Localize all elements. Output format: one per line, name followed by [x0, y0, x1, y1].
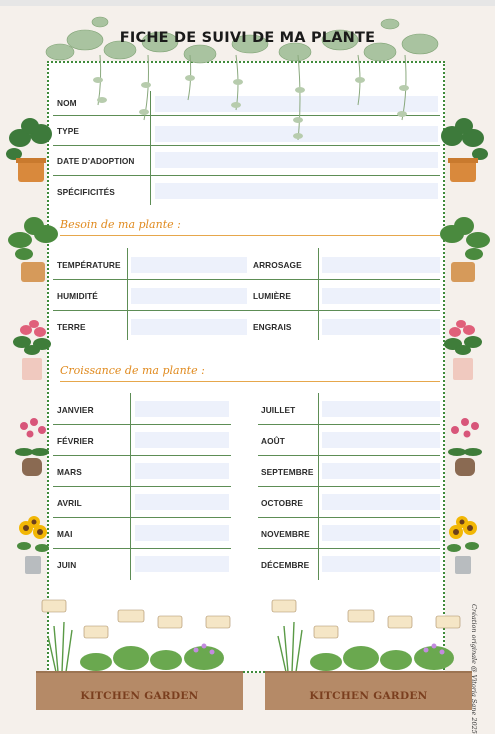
label-terre: TERRE — [57, 322, 86, 332]
month-field-fevrier[interactable] — [135, 432, 229, 448]
soil-field[interactable] — [131, 319, 247, 335]
month-field-octobre[interactable] — [322, 494, 440, 510]
row-divider — [53, 424, 231, 425]
section-growth-heading: Croissance de ma plante : — [60, 364, 205, 377]
orchid-plant-icon — [447, 416, 483, 478]
label-date-adoption: DATE D'ADOPTION — [57, 156, 135, 166]
row-divider — [258, 548, 440, 549]
needs-right-divider — [318, 248, 319, 340]
creator-signature: Création originale @ Vitoria Sane 2025 — [470, 604, 478, 734]
row-divider — [258, 486, 440, 487]
top-bar — [0, 0, 495, 6]
month-field-juin[interactable] — [135, 556, 229, 572]
label-nom: NOM — [57, 98, 77, 108]
herb-garden-illustration — [36, 596, 241, 674]
label-arrosage: ARROSAGE — [253, 260, 302, 270]
kitchen-garden-planter — [36, 671, 243, 710]
herb-garden-illustration — [266, 596, 471, 674]
month-field-aout[interactable] — [322, 432, 440, 448]
row-divider — [53, 175, 440, 176]
label-temperature: TEMPÉRATURE — [57, 260, 121, 270]
row-divider — [53, 455, 231, 456]
label-humidite: HUMIDITÉ — [57, 291, 98, 301]
page-title: FICHE DE SUIVI DE MA PLANTE — [119, 30, 376, 46]
row-divider — [53, 145, 440, 146]
section-needs-heading: Besoin de ma plante : — [60, 218, 181, 231]
month-field-mars[interactable] — [135, 463, 229, 479]
leafy-plant-icon — [438, 214, 490, 284]
needs-left-divider — [127, 248, 128, 340]
specificities-field[interactable] — [155, 183, 438, 199]
label-octobre: OCTOBRE — [261, 498, 304, 508]
label-lumiere: LUMIÈRE — [253, 291, 292, 301]
row-divider — [53, 517, 231, 518]
section-growth-underline — [60, 381, 440, 382]
row-divider — [258, 517, 440, 518]
label-aout: AOÛT — [261, 436, 285, 446]
label-septembre: SEPTEMBRE — [261, 467, 314, 477]
kitchen-garden-planter — [265, 671, 472, 710]
kitchen-garden-label: KITCHEN GARDEN — [80, 690, 199, 702]
leafy-plant-icon — [8, 214, 60, 284]
month-field-mai[interactable] — [135, 525, 229, 541]
row-divider — [258, 455, 440, 456]
label-specificites: SPÉCIFICITÉS — [57, 187, 115, 197]
label-novembre: NOVEMBRE — [261, 529, 310, 539]
anthurium-plant-icon — [12, 318, 52, 382]
label-avril: AVRIL — [57, 498, 82, 508]
month-field-decembre[interactable] — [322, 556, 440, 572]
month-field-septembre[interactable] — [322, 463, 440, 479]
label-fevrier: FÉVRIER — [57, 436, 94, 446]
row-divider — [258, 424, 440, 425]
kitchen-garden-label: KITCHEN GARDEN — [309, 690, 428, 702]
label-mai: MAI — [57, 529, 73, 539]
row-divider — [53, 548, 231, 549]
row-divider — [53, 486, 231, 487]
label-mars: MARS — [57, 467, 82, 477]
section-needs-underline — [60, 235, 440, 236]
fertilizer-field[interactable] — [322, 319, 440, 335]
anthurium-plant-icon — [443, 318, 483, 382]
month-field-juillet[interactable] — [322, 401, 440, 417]
temperature-field[interactable] — [131, 257, 247, 273]
label-juillet: JUILLET — [261, 405, 296, 415]
month-field-avril[interactable] — [135, 494, 229, 510]
label-engrais: ENGRAIS — [253, 322, 292, 332]
month-field-novembre[interactable] — [322, 525, 440, 541]
label-juin: JUIN — [57, 560, 77, 570]
row-divider — [53, 279, 440, 280]
label-decembre: DÉCEMBRE — [261, 560, 310, 570]
label-type: TYPE — [57, 126, 80, 136]
humidity-field[interactable] — [131, 288, 247, 304]
watering-field[interactable] — [322, 257, 440, 273]
sunflower-plant-icon — [446, 516, 480, 576]
orchid-plant-icon — [14, 416, 50, 478]
light-field[interactable] — [322, 288, 440, 304]
month-field-janvier[interactable] — [135, 401, 229, 417]
adoption-date-field[interactable] — [155, 152, 438, 168]
label-janvier: JANVIER — [57, 405, 94, 415]
row-divider — [53, 310, 440, 311]
sunflower-plant-icon — [16, 516, 50, 576]
